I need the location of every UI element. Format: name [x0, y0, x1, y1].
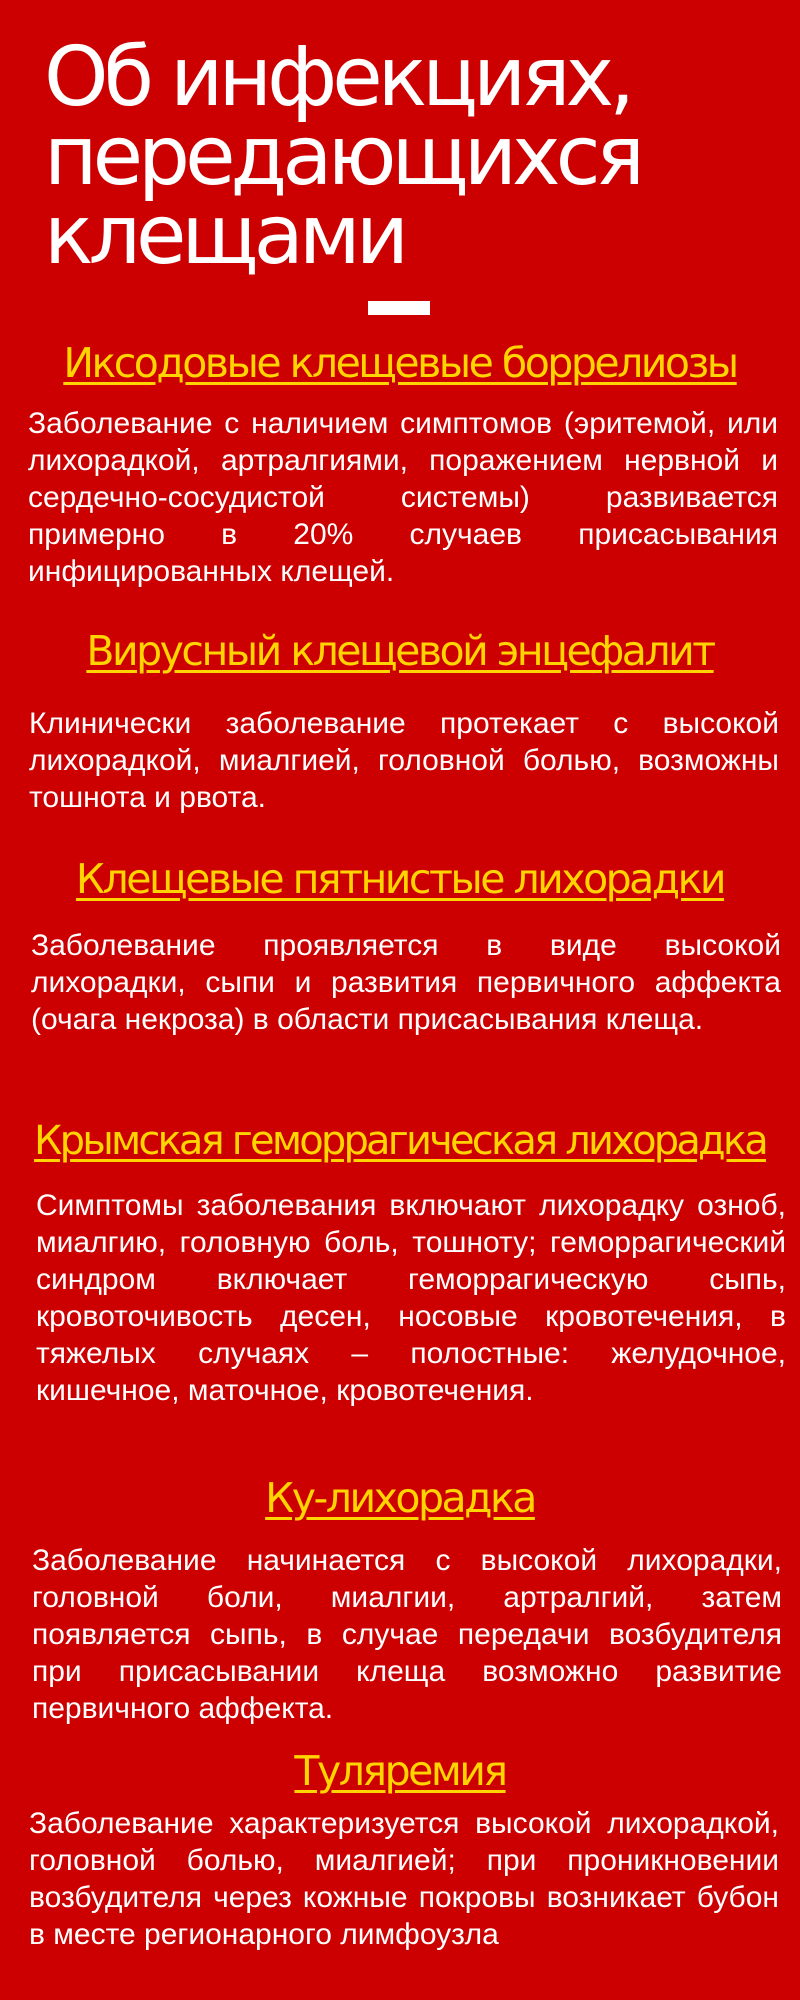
section-text-borreliosis: Заболевание с наличием симптомов (эритемой, или лихорадкой, артралгиями, поражением нервной и сердечно-сосудистой системы) развивается примерно в 20% случаев присасывания инфицированных клещей.	[28, 407, 778, 588]
section-text-spotted-fevers: Заболевание проявляется в виде высокой лихорадки, сыпи и развития первичного аффекта (очага некроза) в области присасывания клеща.	[31, 929, 781, 1036]
section-text-q-fever: Заболевание начинается с высокой лихорадки, головной боли, миалгии, артралгий, затем появляется сыпь, в случае передачи возбудителя при присасывании клеща возможно развитие первичного аффекта.	[32, 1544, 782, 1725]
section-text-tularemia: Заболевание характеризуется высокой лихорадкой, головной болью, миалгией; при проникновении возбудителя через кожные покровы возникает бубон в месте регионарного лимфоузла	[29, 1807, 779, 1951]
section-title-borreliosis: Иксодовые клещевые боррелиозы	[63, 339, 737, 387]
section-text-encephalitis: Клинически заболевание протекает с высокой лихорадкой, миалгией, головной болью, возможны тошнота и рвота.	[29, 707, 779, 814]
page-title: Об инфекциях, передающихся клещами	[44, 30, 640, 283]
section-title-tularemia: Туляремия	[294, 1747, 506, 1795]
section-text-crimean-fever: Симптомы заболевания включают лихорадку озноб, миалгию, головную боль, тошноту; геморрагический синдром включает геморрагическую сыпь, кровоточивость десен, носовые кровотечения, в тяжелых случаях – полостные: желудочное, кишечное, маточное, кровотечения.	[36, 1189, 786, 1407]
section-title-encephalitis: Вирусный клещевой энцефалит	[86, 627, 714, 675]
title-divider	[368, 301, 430, 315]
section-title-crimean-fever: Крымская геморрагическая лихорадка	[34, 1118, 766, 1164]
section-title-q-fever: Ку-лихорадка	[265, 1474, 535, 1522]
section-title-spotted-fevers: Клещевые пятнистые лихорадки	[75, 855, 725, 903]
